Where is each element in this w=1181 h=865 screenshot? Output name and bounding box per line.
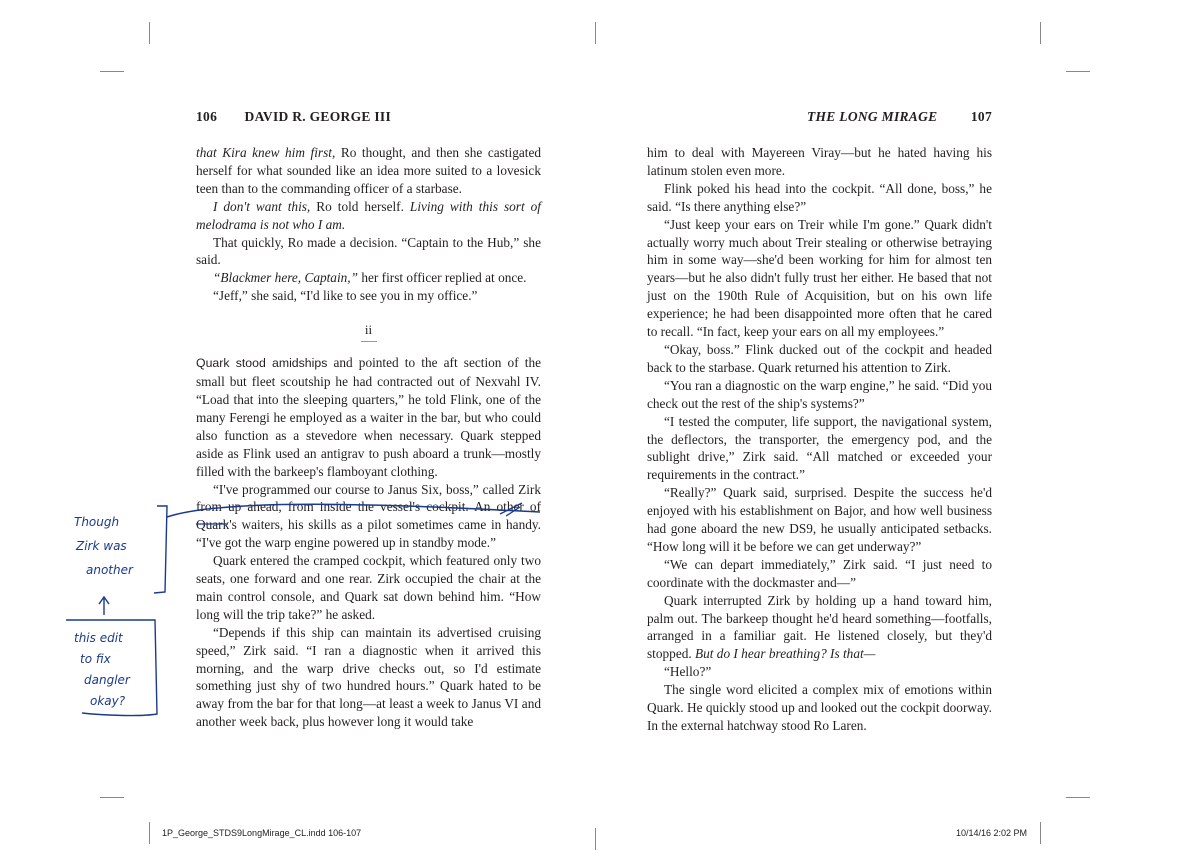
note-top-line-3: another bbox=[86, 563, 133, 577]
note-top-line-2: Zirk was bbox=[76, 539, 127, 553]
slug-filename: 1P_George_STDS9LongMirage_CL.indd 106-107 bbox=[162, 828, 362, 838]
body-text: “Depends if this ship can maintain its advertised cruising speed,” Zirk said. “I ran a diagnostic when it arrived this morning, and the warp drive checks out, so I'd estimate something just shy of two hundred hours.” Quark hated to be away from the bar for that long—at least a week to Janus VI and another week back, plus however long it would take bbox=[196, 624, 541, 730]
slug-timestamp: 10/14/16 2:02 PM bbox=[956, 828, 1028, 838]
handwritten-note-bottom bbox=[74, 628, 130, 712]
edit-leader-line bbox=[167, 504, 540, 517]
body-text: Quark interrupted Zirk by holding up a hand toward him, palm out. The barkeep thought he'd heard something—footfalls, arranged in a familiar gait. He listened closely, but they'd stopped. bbox=[647, 592, 992, 662]
body-text: and pointed to the aft section of the small but fleet scoutship he had contracted out of Nexvahl IV. “Load that into the sleeping quarters,” he told Flink, one of the many Ferengi he employed as a waiter in the bar, but who could also function as a stevedore when necessary. Quark stepped aside as Flink used an antigrav to push aboard a trunk—mostly filled with the barkeep's flamboyant clothing. bbox=[196, 355, 541, 479]
note-top-line-1: Though bbox=[74, 515, 120, 529]
body-text: “Really?” Quark said, surprised. Despite the success he'd enjoyed with his establishment on Bajor, and how well business had gone aboard the new DS9, he usually anticipated setbacks. “How long will it be before we can get underway?” bbox=[647, 485, 992, 554]
italic-text: I don't want this, bbox=[213, 198, 311, 214]
body-text: “We can depart immediately,” Zirk said. “I just need to coordinate with the dockmaster and—” bbox=[647, 556, 992, 590]
note-bottom-line-2: to fix bbox=[80, 652, 111, 666]
scene-break: ii bbox=[364, 322, 373, 338]
body-text: her first officer replied at once. bbox=[358, 270, 527, 286]
italic-text: But do I hear breathing? Is that— bbox=[695, 646, 876, 662]
body-text: “Just keep your ears on Treir while I'm gone.” Quark didn't actually worry much about Treir stealing or otherwise betraying him in some way—she'd been working for him for almost ten years—but he also didn't fully trust her either. He based that not just on the 190th Rule of Acquisition, but on his own life experience; he had been disappointed more often that he cared to recall. “In fact, keep your ears on all my employees.” bbox=[647, 216, 992, 340]
body-text: “Okay, boss.” Flink ducked out of the cockpit and headed back to the starbase. Quark returned his attention to Zirk. bbox=[647, 341, 992, 375]
body-text: “I've programmed our course to Janus Six, boss,” called Zirk from up ahead, from inside the vessel's cockpit. An other of Quark's waiters, his skills as a pilot sometimes came in handy. “I've got the warp engine powered up in standby mode.” bbox=[196, 481, 541, 551]
left-author-head: DAVID R. GEORGE III bbox=[244, 109, 392, 124]
italic-text: “Blackmer here, Captain,” bbox=[213, 270, 359, 286]
body-text: “I tested the computer, life support, the navigational system, the deflectors, the transporter, the emergency pod, and the sublight drive,” Zirk said. “All matched or exceeded your requirements in the contract.” bbox=[647, 413, 992, 483]
right-title-head: THE LONG MIRAGE bbox=[806, 109, 938, 124]
note-bottom-line-3: dangler bbox=[84, 673, 130, 687]
body-text: “Jeff,” she said, “I'd like to see you in my office.” bbox=[213, 288, 478, 304]
note-bottom-line-1: this edit bbox=[74, 631, 123, 645]
note-bottom-line-4: okay? bbox=[90, 694, 126, 708]
scene-opening-text: Quark stood amidships bbox=[196, 356, 328, 371]
body-text: “Hello?” bbox=[664, 664, 712, 680]
handwritten-note-top bbox=[74, 510, 133, 582]
body-text: That quickly, Ro made a decision. “Captain to the Hub,” she said. bbox=[196, 234, 541, 268]
body-text: The single word elicited a complex mix of emotions within Quark. He quickly stood up and looked out the cockpit doorway. In the external hatchway stood Ro Laren. bbox=[647, 682, 992, 733]
body-text: Ro told herself. bbox=[310, 198, 410, 214]
body-text: him to deal with Mayereen Viray—but he hated having his latinum stolen even more. bbox=[647, 145, 992, 178]
body-text: Quark entered the cramped cockpit, which featured only two seats, one forward and one rear. Zirk occupied the chair at the main control console, and Quark sat down behind him. “How long will the trip take?” he asked. bbox=[196, 553, 541, 622]
body-text: “You ran a diagnostic on the warp engine,” he said. “Did you check out the rest of the ship's systems?” bbox=[647, 377, 992, 411]
body-text: Flink poked his head into the cockpit. “All done, boss,” he said. “Is there anything else?” bbox=[647, 180, 992, 214]
margin-bracket-top bbox=[154, 506, 167, 593]
right-page-number: 107 bbox=[970, 109, 992, 124]
body-text: Ro thought, and then she castigated herself for what sounded like an idea more suited to a lovesick teen than to the commanding officer of a starbase. bbox=[196, 145, 541, 196]
italic-text: that Kira knew him first, bbox=[196, 145, 336, 160]
up-arrow bbox=[99, 597, 109, 615]
left-page-number: 106 bbox=[196, 109, 218, 124]
italic-text: Living with this sort of melodrama is not who I am. bbox=[196, 198, 541, 232]
